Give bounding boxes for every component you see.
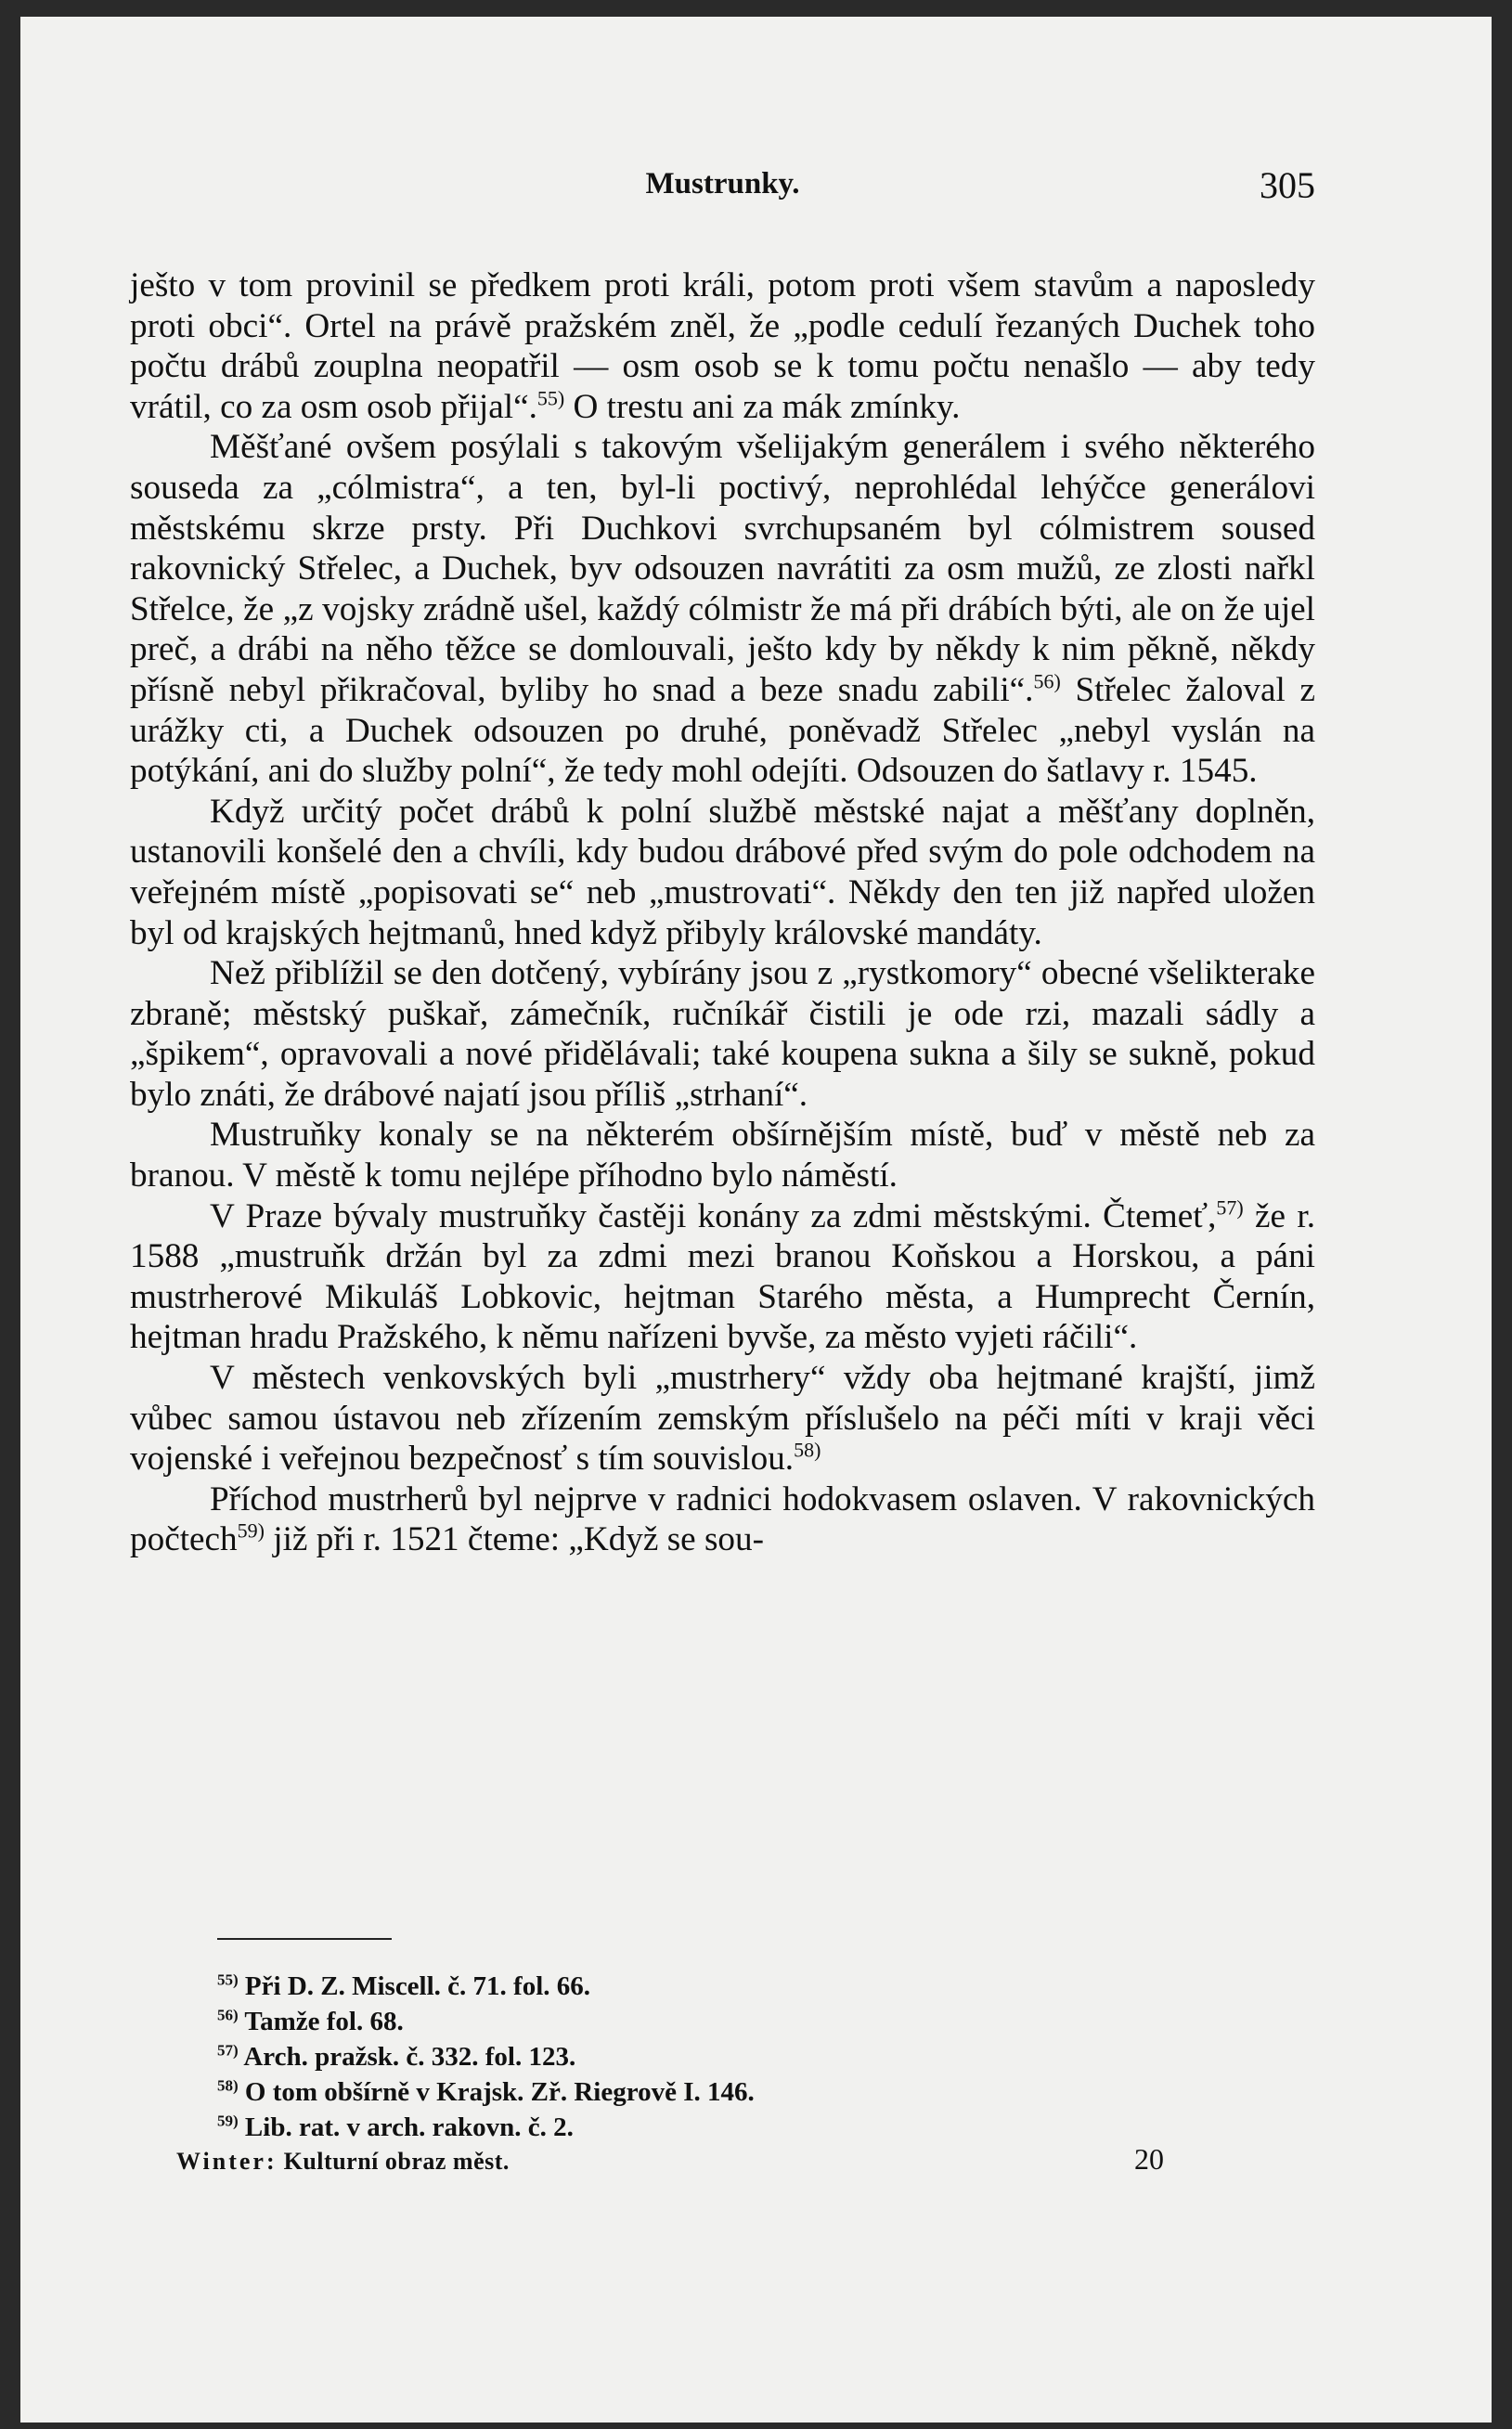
footnote-text: Tamže fol. 68. [244, 2007, 404, 2036]
footnote-text: Při D. Z. Miscell. č. 71. fol. 66. [244, 1971, 591, 2001]
running-head: Mustrunky. [645, 167, 800, 200]
footnote [217, 1969, 1145, 2004]
footnote-reference: 56) [1033, 669, 1061, 693]
footnote [217, 2004, 1145, 2039]
paragraph [130, 265, 1315, 427]
paragraph [130, 1196, 1315, 1358]
footnote-reference: 57) [1216, 1195, 1244, 1220]
signature-author: Winter: [176, 2148, 278, 2175]
footnote-reference: 58) [794, 1438, 821, 1462]
footnote-text: O tom obšírně v Krajsk. Zř. Riegrově I. 146. [244, 2077, 755, 2107]
paragraph-text: Měšťané ovšem posýlali s takovým všelijakým generálem i svého některého souseda za „cólmistra“, a ten, byl-li poctivý, neprohlédal lehýčce generálovi městskému skrze prsty. Při Duchkovi svrchupsaném byl cólmistrem soused rakovnický Střelec, a Duchek, byv odsouzen navrátiti za osm mužů, ze zlosti nařkl Střelce, že „z vojsky zrádně ušel, každý cólmistr že má při drábích býti, ale on že ujel preč, a drábi na něho těžce se domlouvali, ješto kdy by někdy k nim pěkně, někdy přísně nebyl přikračoval, byliby ho snad a beze snadu zabili“. [130, 428, 1315, 709]
paragraph-text: V městech venkovských byli „mustrhery“ vždy oba hejtmané krajští, jimž vůbec samou ústavou neb zřízením zemským příslušelo na péči míti v kraji věci vojenské i veřejnou bezpečnosť s tím souvislou. [130, 1359, 1315, 1479]
footnotes [217, 1969, 1145, 2145]
footnote-text: Lib. rat. v arch. rakovn. č. 2. [244, 2112, 574, 2142]
paragraph [130, 427, 1315, 791]
footnote-mark: 55) [217, 1970, 239, 1989]
footnote [217, 2039, 1145, 2074]
footnote-mark: 59) [217, 2112, 239, 2130]
footnote [217, 2110, 1145, 2145]
signature-line [176, 2148, 510, 2176]
paragraph-text: Mustruňky konaly se na některém obšírnějším místě, buď v městě neb za branou. V městě k tomu nejlépe příhodno bylo náměstí. [130, 1116, 1315, 1195]
footnote-mark: 56) [217, 2006, 239, 2024]
paragraph [130, 1115, 1315, 1195]
footnote-mark: 58) [217, 2076, 239, 2095]
body-text [130, 265, 1315, 1560]
footnote-divider [217, 1938, 392, 1940]
paragraph-text: ješto v tom provinil se předkem proti králi, potom proti všem stavům a naposledy proti obci“. Ortel na právě pražském zněl, že „podle cedulí řezaných Duchek toho počtu drábů zouplna neopatřil — osm osob se k tomu počtu nenašlo — aby tedy vrátil, co za osm osob přijal“. [130, 266, 1315, 426]
paragraph-text: že r. 1588 „mustruňk držán byl za zdmi mezi branou Koňskou a Horskou, a páni mustrherové Mikuláš Lobkovic, hejtman Starého města, a Humprecht Černín, hejtman hradu Pražského, k němu nařízeni byvše, za město vyjeti ráčili“. [130, 1196, 1315, 1357]
page-number: 305 [1260, 164, 1315, 206]
paragraph [130, 792, 1315, 953]
book-page [20, 17, 1492, 2423]
footnote-text: Arch. pražsk. č. 332. fol. 123. [243, 2042, 576, 2072]
sheet-number: 20 [1134, 2142, 1164, 2176]
paragraph-text: Než přiblížil se den dotčený, vybírány jsou z „rystkomory“ obecné všelikterake zbraně; městský puškař, zámečník, ručníkář čistili je ode rzi, mazali sádly a „špikem“, opravovali a nové přidělávali; také koupena sukna a šily se sukně, pokud bylo znáti, že drábové najatí jsou příliš „strhaní“. [130, 954, 1315, 1114]
paragraph-text: V Praze bývaly mustruňky častěji konány za zdmi městskými. Čtemeť, [210, 1196, 1217, 1235]
page-header [130, 163, 1315, 210]
paragraph-text: Když určitý počet drábů k polní službě městské najat a měšťany doplněn, ustanovili konšelé den a chvíli, kdy budou drábové před svým do pole odchodem na veřejném místě „popisovati se“ neb „mustrovati“. Někdy den ten již napřed uložen byl od krajských hejtmanů, hned když přibyly královské mandáty. [130, 792, 1315, 952]
paragraph [130, 1479, 1315, 1560]
page-footer [176, 2142, 1290, 2189]
paragraph-text: Příchod mustrherů byl nejprve v radnici hodokvasem oslaven. V rakovnických počtech [130, 1479, 1315, 1559]
paragraph [130, 953, 1315, 1115]
paragraph-text: O trestu ani za mák zmínky. [564, 387, 961, 426]
footnote [217, 2074, 1145, 2110]
footnote-mark: 57) [217, 2041, 239, 2060]
paragraph-text: Střelec žaloval z urážky cti, a Duchek odsouzen po druhé, poněvadž Střelec „nebyl vyslán na potýkání, ani do služby polní“, že tedy mohl odejíti. Odsouzen do šatlavy r. 1545. [130, 670, 1315, 791]
footnote-reference: 55) [536, 386, 565, 410]
paragraph-text: již při r. 1521 čteme: „Když se sou- [264, 1520, 765, 1559]
signature-title: Kulturní obraz měst. [283, 2148, 510, 2175]
paragraph [130, 1358, 1315, 1479]
footnote-reference: 59) [237, 1519, 265, 1544]
